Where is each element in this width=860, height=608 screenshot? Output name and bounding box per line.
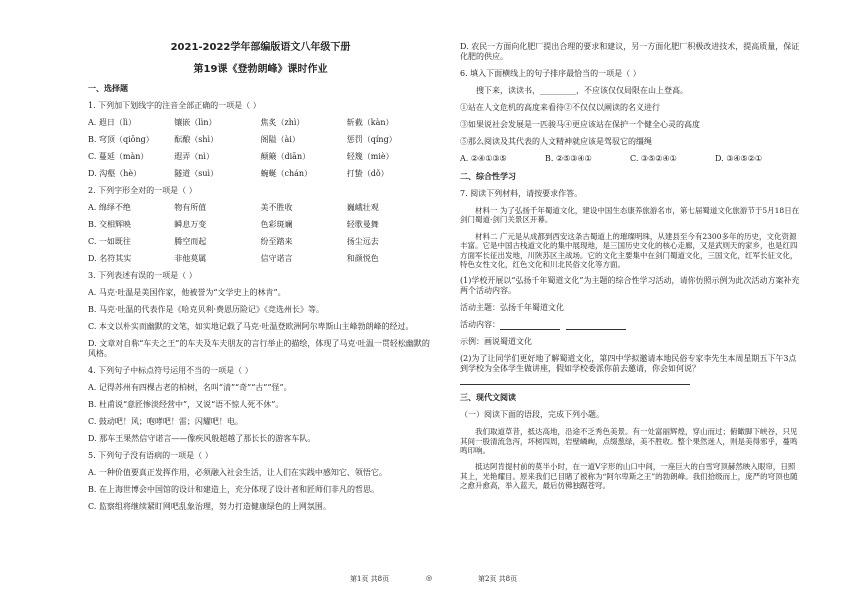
question-7-part-1: (1)学校开展以“弘扬千年蜀道文化”为主题的综合性学习活动，请你仿照示例为此次活动方案补充两个活动内容。 (460, 276, 800, 296)
question-3-option-b: B. 马克·吐温的代表作是《哈克贝利·费恩历险记》《竞选州长》等。 (88, 305, 325, 314)
reading-paragraph: 我们取道草昔，抵达高地，沿途不乏秀色美景。有一处富丽辉煌，穿山而过；俯瞰脚下峡谷，只见其间一股清流急泻，坏树四周，岩壁嶙峋，点缀葱绿，美不胜收。整个果然迷人，则是美得邪乎，蔓鸣鸣印响。 (460, 427, 798, 455)
question-3-option-d: D. 文章对自称“车夫之王”的车夫及车夫朋友的言行举止的描绘，体现了马克·吐温一贯轻松幽默的风格。 (88, 339, 430, 358)
question-5-option-c: C. 监察组将继续紧盯网吧乱象治理，努力打造健康绿色的上网氛围。 (88, 502, 331, 511)
question-1: 1. 下列加下划线字的注音全部正确的一项是（ ） (88, 101, 261, 110)
question-5: 5. 下列句子没有语病的一项是（ ） (88, 451, 213, 460)
question-6-stem: 搜下来，读读书，_________，不应该仅仅局限在山上登高。 (476, 86, 688, 95)
answer-blank[interactable] (500, 322, 560, 330)
question-6-item: ①站在人文危机的高度来看待②不仅仅以阐读的名义进行 (460, 103, 660, 112)
question-7-part-2: (2)为了让同学们更好地了解蜀道文化，第四中学拟邀请本地民俗专家李先生本周星期五下午3点到学校为全体学生做讲座，假如学校委派你前去邀请，你会如何说？ (460, 354, 797, 374)
material-1: 材料一 为了弘扬千年蜀道文化，建设中国生态康养旅游名市，第七届蜀道文化旅游节于5月18日在剑门蜀道·剑门关景区开幕。 (460, 206, 800, 225)
section-heading: 一、选择题 (88, 84, 128, 93)
right-column (460, 42, 800, 491)
question-5-option-d: D. 农民一方面向化肥厂提出合理的要求和建议，另一方面化肥厂积极改进技术，提高质量，保证化肥的供应。 (460, 42, 800, 61)
page-number-left: 第1页 共8页 (350, 575, 390, 583)
question-5-option-b: B. 在上海世博会中国馆的设计和建造上，充分体现了设计者和匠师们非凡的哲思。 (88, 485, 379, 494)
activity-theme: 活动主题：弘扬千年蜀道文化 (460, 303, 564, 313)
question-1-option-d: D. 沟壑（hè） 隧道（suì） 蜿蜒（chán） 打蛰（dǒ） (88, 169, 389, 178)
question-4: 4. 下列句子中标点符号运用不当的一项是（ ） (88, 366, 253, 375)
activity-content-label: 活动内容： (460, 320, 500, 330)
question-2-option-a: A. 绵绎不绝 物有所值 美不胜收 巍峨壮观 (88, 203, 379, 212)
answer-blank[interactable] (566, 322, 626, 330)
binding-mark-icon: ◎ (426, 574, 433, 582)
section-heading: 三、现代文阅读 (460, 393, 516, 403)
question-1-option-a: A. 遐日（lì） 镶嵌（lìn） 焦炙（zhì） 斩截（kàn） (88, 118, 394, 127)
question-6-item: ⑤那么阅读及其代表的人文精神就应该是驾驭它的缰绳 (460, 137, 652, 146)
question-7: 7. 阅读下列材料，请按要求作答。 (460, 189, 583, 198)
question-3-option-c: C. 本文以朴实而幽默的文笔，如实地记载了马克·吐温登欧洲阿尔卑斯山主峰勃朗峰的经过。 (88, 322, 414, 331)
question-6-item: ③如果说社会发展是一匹骏马④更应该站在保护一个健全心灵的高度 (460, 120, 700, 129)
question-4-option-a: A. 记得苏州有四棵古老的柏树，名叫“清”“奇”“古”“怪”。 (88, 383, 292, 392)
page-title-line1: 2021-2022学年部编版语文八年级下册 (170, 42, 351, 53)
answer-line[interactable] (460, 384, 690, 385)
reading-paragraph: 抵达阿肯提村前的莫半小时，在一道V字形的山口中间，一座巨大的白雪穹顶赫然映入眼帘，日照其上，光艳耀目。原来我们已目睹了被称为“阿尔卑斯之王”的勃朗峰。我们拾级而上，庞严的穹顶也随之愈升愈高，举入蓝天，最后仿佛独踞苍穹。 (460, 462, 798, 491)
question-2-option-d: D. 名符其实 非他莫属 信守诺言 和颜悦色 (88, 254, 379, 263)
question-6-options: A. ②④①③⑤ B. ②⑤③④① C. ③⑤②④① D. ③④⑤②① (460, 154, 763, 163)
page-title-line2: 第19课《登勃朗峰》课时作业 (193, 63, 328, 75)
activity-example: 示例：画说蜀道文化 (460, 337, 532, 347)
section-heading: 二、综合性学习 (460, 172, 516, 181)
question-2: 2. 下列字形全对的一项是（ ） (88, 186, 197, 195)
question-1-option-b: B. 穹顶（qiōng） 酝酿（shì） 阁隘（ài） 惩罚（qíng） (88, 135, 397, 144)
question-6: 6. 填入下面横线上的句子排序最恰当的一项是（ ） (460, 69, 641, 78)
question-2-option-b: B. 交相辉映 瞬息万变 色彩斑斓 轻歌曼舞 (88, 220, 379, 229)
question-3: 3. 下列表述有误的一项是（ ） (88, 271, 197, 280)
reading-subsection: （一）阅读下面的语段，完成下列小题。 (460, 410, 604, 420)
question-5-option-a: A. 一种价值要真正发挥作用，必须融入社会生活，让人们在实践中感知它、领悟它。 (88, 468, 387, 477)
question-3-option-a: A. 马克·吐温是美国作家，他被誉为“文学史上的林肯”。 (88, 288, 286, 297)
question-4-option-b: B. 杜甫说“意匠惨淡经营中”，又说“语不惊人死不休”。 (88, 400, 284, 409)
question-4-option-c: C. 鼓动吧！风；咆哮吧！雷；闪耀吧！电。 (88, 417, 243, 426)
question-2-option-c: C. 一如既往 腾空而起 纷至踏来 扬尘远去 (88, 237, 379, 246)
question-4-option-d: D. 那车王果然信守诺言——像疾风般超越了那长长的游客车队。 (88, 434, 316, 443)
activity-content-row (460, 320, 800, 330)
page-number-right: 第2页 共8页 (478, 575, 518, 583)
question-1-option-c: C. 蔓延（màn） 遐弄（nì） 颠簸（diān） 轻篾（miè） (88, 152, 394, 161)
material-2: 材料二 广元是从成都到西安这条古蜀道上的璀璨明珠，从建县至今有2300多年的历史，文化资源丰富。它是中国古栈道文化的集中展现地，是三国历史文化的核心走廊，又是武则天的家乡，也是红四方面军长征出发地，川陕苏区主战场。它的文化主要集中在剑门蜀道文化，三国文化，红军长征文化，特色女性文化，红色文化和川北民俗文化等方面。 (460, 231, 798, 269)
left-column (88, 38, 433, 512)
